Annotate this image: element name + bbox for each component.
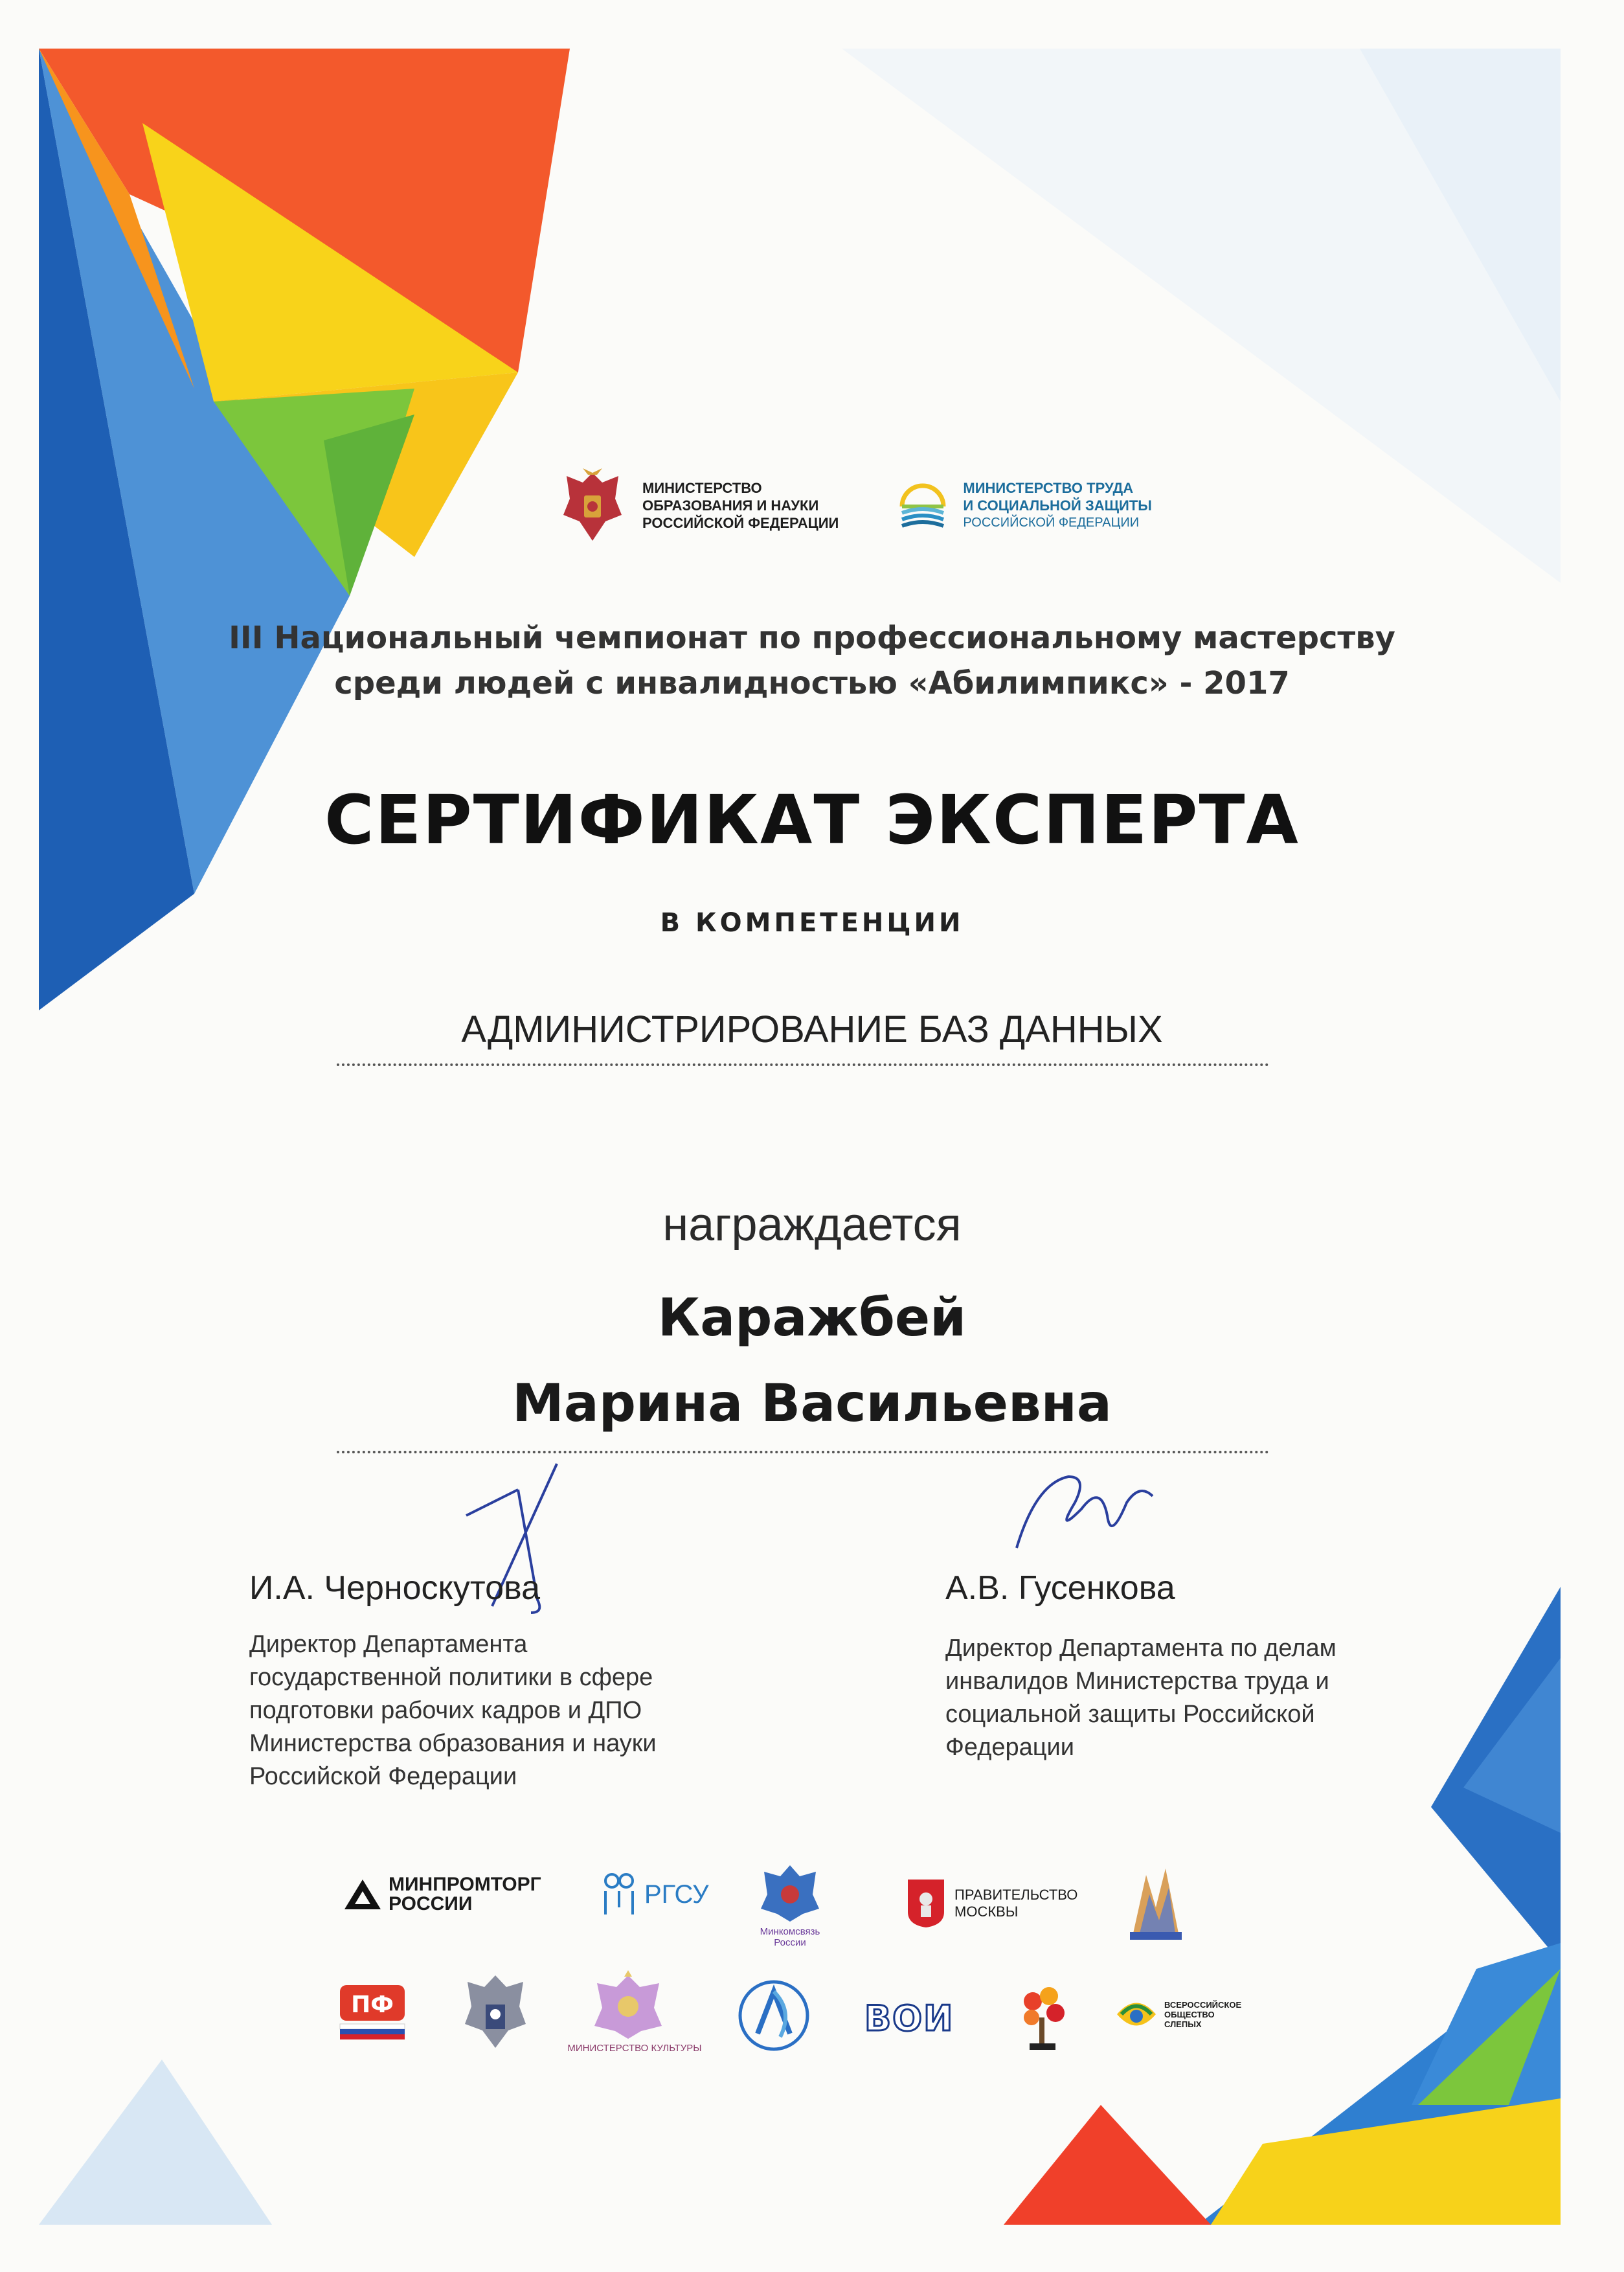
championship-title bbox=[0, 615, 1624, 706]
ministry-logos bbox=[557, 453, 1152, 557]
minsvyaz-logo: Минкомсвязь России bbox=[758, 1862, 829, 1948]
rgsu-people-icon bbox=[599, 1872, 638, 1917]
competence-label: В КОМПЕТЕНЦИИ bbox=[660, 908, 964, 938]
labor-ministry-name: МИНИСТЕРСТВО ТРУДА И СОЦИАЛЬНОЙ ЗАЩИТЫ РОССИЙСКОЙ ФЕДЕРАЦИИ bbox=[963, 479, 1152, 530]
svg-text:ПФ: ПФ bbox=[351, 1992, 394, 2018]
signer-2-position: Директор Департамента по делам инвалидов Министерства труда и социальной защиты Российской Федерации bbox=[945, 1635, 1336, 1761]
faint-triangle-bottom-left bbox=[39, 2060, 272, 2225]
fss-emblem-logo bbox=[460, 1969, 531, 2053]
championship-line-2: среди людей с инвалидностью «Абилимпикс» - 2017 bbox=[334, 665, 1290, 701]
culture-emblem-icon bbox=[589, 1969, 667, 2040]
society-of-deaf-logo bbox=[738, 1975, 809, 2056]
competence-dotted-line bbox=[337, 1063, 1269, 1066]
vos-logo: ВСЕРОССИЙСКОЕ ОБЩЕСТВО СЛЕПЫХ bbox=[1114, 1992, 1241, 2037]
minpromtorg-triangle-icon bbox=[343, 1878, 382, 1911]
competence-name: АДМИНИСТРИРОВАНИЕ БАЗ ДАННЫХ bbox=[461, 1008, 1163, 1051]
minpromtorg-logo: МИНПРОМТОРГ РОССИИ bbox=[343, 1875, 541, 1914]
ministry-of-culture-logo: МИНИСТЕРСТВО КУЛЬТУРЫ bbox=[550, 1969, 719, 2054]
tree-hands-logo bbox=[1013, 1982, 1072, 2053]
education-ministry-name: МИНИСТЕРСТВО ОБРАЗОВАНИЯ И НАУКИ РОССИЙСКОЙ ФЕДЕРАЦИИ bbox=[642, 479, 839, 531]
moscow-coat-of-arms-icon bbox=[907, 1878, 945, 1929]
signer-2-name: А.В. Гусенкова bbox=[945, 1569, 1175, 1607]
awarded-label: награждается bbox=[662, 1199, 962, 1251]
vos-eye-icon bbox=[1114, 1992, 1159, 2037]
recipient-given-name: Марина Васильевна bbox=[512, 1373, 1112, 1433]
paralympic-committee-logo bbox=[1120, 1856, 1191, 1943]
signature-gusenkova bbox=[997, 1457, 1166, 1561]
certificate-title: СЕРТИФИКАТ ЭКСПЕРТА bbox=[324, 780, 1300, 859]
voi-logo: ВОИ bbox=[864, 1998, 954, 2039]
moscow-government-logo: ПРАВИТЕЛЬСТВО МОСКВЫ bbox=[907, 1878, 1077, 1929]
rgsu-logo: РГСУ bbox=[599, 1872, 709, 1917]
signer-1-name: И.А. Черноскутова bbox=[249, 1569, 540, 1607]
coat-of-arms-icon bbox=[557, 463, 628, 547]
red-triangle-bottom-right bbox=[1004, 2105, 1211, 2225]
recipient-surname: Каражбей bbox=[657, 1288, 967, 1348]
minsvyaz-emblem-icon bbox=[758, 1862, 822, 1924]
labor-ministry-logo-icon bbox=[897, 474, 949, 536]
pension-fund-logo bbox=[333, 1979, 411, 2043]
championship-line-1: III Национальный чемпионат по профессиональному мастерству bbox=[229, 620, 1395, 656]
signer-1-position: Директор Департамента государственной политики в сфере подготовки рабочих кадров и ДПО Министерства образования и науки Российской Федерации bbox=[249, 1631, 657, 1790]
